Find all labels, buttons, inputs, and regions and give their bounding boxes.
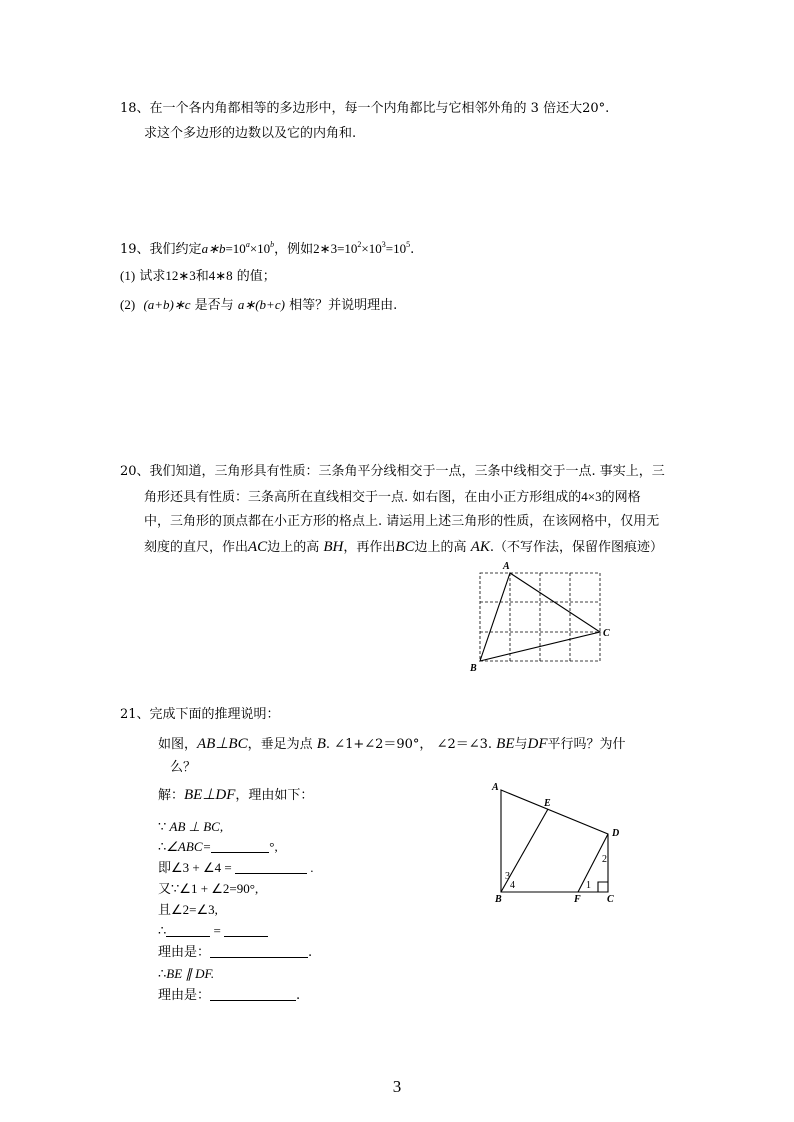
q21-blank-rhs[interactable] (224, 924, 268, 937)
q19-part1-label: (1) (120, 268, 136, 283)
q21-angle-2: 2 (602, 854, 607, 865)
q20-line4-c: ，再作出 (343, 540, 396, 555)
q21-blank-lhs[interactable] (166, 924, 210, 937)
q21-s4-a: 又 (158, 882, 172, 897)
q19-def-exp-a: a (245, 240, 250, 249)
q18-line2: 求这个多边形的边数以及它的内角和. (144, 126, 357, 141)
q19-part1-text2: 的值； (236, 269, 276, 284)
q20-line2-b: 的网格 (601, 490, 641, 505)
q18-number: 18、 (120, 101, 150, 116)
q20-grid-figure (460, 558, 630, 678)
q21-label-e: E (544, 798, 551, 809)
q19-part1 (120, 267, 276, 286)
q21-right-angle-mark (598, 882, 608, 892)
q19-number: 19、 (120, 242, 150, 257)
q20-grid-border (480, 573, 600, 661)
q19-definition (120, 240, 414, 259)
q19-def-eq: =10 (225, 241, 246, 256)
q21-stmt-be: BE (496, 736, 515, 752)
q21-solution-intro (158, 786, 313, 805)
q18-text-1: 在一个各内角都相等的多边形中，每一个内角都比与它相邻外角的 3 倍还大20°. (149, 101, 610, 116)
q21-s4-sym: ∵ (171, 881, 180, 896)
q21-blank-reason2[interactable] (210, 988, 296, 1001)
q20-line4 (144, 538, 663, 557)
q21-s2-end: °, (269, 839, 278, 854)
q20-line1 (120, 463, 665, 481)
q21-blank-sum[interactable] (235, 861, 307, 874)
q21-quadrilateral (501, 790, 608, 892)
q21-step3 (158, 859, 314, 878)
q19-example-prefix: ，例如 (274, 242, 314, 257)
q20-grid-lines (480, 573, 600, 661)
q19-def-exp-b: b (270, 240, 275, 249)
q21-s9-end: . (296, 988, 301, 1003)
q21-blank-reason1[interactable] (210, 945, 308, 958)
q21-title (120, 706, 280, 724)
q20-line4-e: .（不写作法，保留作图痕迹） (489, 540, 663, 555)
q21-s8: BE ∥ DF. (166, 966, 215, 981)
q19-intro: 我们约定 (149, 242, 202, 257)
q21-step8 (158, 965, 214, 983)
q21-figure (486, 778, 626, 906)
q21-s9: 理由是： (158, 988, 211, 1003)
q21-blank-abc[interactable] (211, 840, 269, 853)
q21-step2 (158, 838, 278, 856)
q21-label-b: B (495, 894, 502, 905)
q21-stmt-b: ，垂足为点 (247, 737, 313, 752)
q19-example-times: ×10 (361, 241, 382, 256)
q21-stmt-ab: AB⊥BC (197, 736, 248, 752)
q19-part1-expr1: 12∗3 (165, 268, 196, 283)
q19-example-exp2: 2 (357, 240, 362, 249)
q21-angle-4: 4 (510, 880, 515, 891)
q21-s6-sym: ∴ (158, 923, 167, 938)
q20-line4-bh: BH (323, 539, 344, 555)
q19-part2-label: (2) (120, 297, 136, 312)
q21-s3-end: . (310, 860, 314, 875)
q21-stmt-df: DF (527, 736, 548, 752)
q21-s2-sym: ∴ (158, 839, 167, 854)
q21-statement-line2: 么？ (170, 760, 197, 775)
q21-s1: AB ⊥ BC, (169, 819, 224, 834)
q21-stmt-d: 与 (514, 737, 528, 752)
q19-part2-text2: 相等？并说明理由. (289, 298, 398, 313)
q19-part2-expr1: (a+b)∗c (143, 297, 191, 312)
q20-line4-ac: AC (248, 539, 268, 555)
q21-label-c: C (607, 894, 614, 905)
q19-part1-expr2: 4∗8 (208, 268, 233, 283)
q21-statement (158, 735, 626, 754)
q21-stmt-c: . ∠1+∠2＝90°， ∠2＝∠3. (325, 737, 493, 752)
q21-title-text: 完成下面的推理说明： (149, 707, 280, 722)
q19-part1-and: 和 (195, 269, 209, 284)
q21-figure-lines (501, 790, 608, 892)
q21-stmt-pt: B (316, 736, 326, 752)
q19-part2-expr2: a∗(b+c) (237, 297, 285, 312)
q20-label-b: B (470, 663, 477, 674)
q20-label-a: A (503, 561, 510, 572)
q21-step1 (158, 818, 223, 836)
q21-s5: ∠2=∠3, (171, 902, 218, 917)
q20-line4-d: 边上的高 (414, 540, 467, 555)
q19-def-lhs: a∗b (201, 241, 226, 256)
q20-line2-a: 角形还具有性质：三条高所在直线相交于一点. 如右图，在由小正方形组成的 (144, 490, 582, 505)
q21-step9 (158, 987, 300, 1005)
q20-label-c: C (603, 628, 610, 639)
q21-s1-sym: ∵ (158, 819, 167, 834)
q20-line4-bc: BC (395, 539, 415, 555)
q21-s3: ∠3 + ∠4 = (171, 860, 232, 875)
q20-triangle (480, 573, 600, 661)
q21-step7 (158, 944, 312, 962)
q21-s5-a: 且 (158, 903, 172, 918)
q21-step6 (158, 922, 268, 940)
q21-s3-a: 即 (158, 861, 172, 876)
q21-s7: 理由是： (158, 945, 211, 960)
q19-example-end: . (410, 242, 415, 257)
q20-line2 (144, 488, 641, 507)
q21-stmt-e: 平行吗？为什 (547, 737, 626, 752)
q21-number: 21、 (120, 707, 150, 722)
q19-part2-text1: 是否与 (194, 298, 234, 313)
q21-label-d: D (612, 828, 620, 839)
q20-grid-size: 4×3 (581, 489, 602, 504)
q21-angle-1: 1 (586, 880, 591, 891)
q20-line1-text: 我们知道，三角形具有性质：三条角平分线相交于一点，三条中线相交于一点. 事实上，三 (149, 464, 665, 479)
q21-s2: ∠ABC= (166, 839, 212, 854)
q19-def-times: ×10 (249, 241, 271, 256)
q19-example-eq1: =10 (337, 241, 358, 256)
q20-line3: 中，三角形的顶点都在小正方形的格点上. 请运用上述三角形的性质，在该网格中，仅用无 (144, 514, 660, 529)
q20-number: 20、 (120, 464, 150, 479)
q21-s8-sym: ∴ (158, 966, 167, 981)
q19-example-lhs: 2∗3 (313, 241, 338, 256)
q21-step5 (158, 901, 218, 920)
q21-sol-b: ，理由如下： (235, 788, 314, 803)
q20-line4-a: 刻度的直尺，作出 (144, 540, 249, 555)
q20-line4-b: 边上的高 (267, 540, 320, 555)
q21-s4: ∠1 + ∠2=90°, (179, 881, 259, 896)
q20-line4-ak: AK (470, 539, 490, 555)
q19-part1-text1: 试求 (139, 269, 166, 284)
q19-example-exp3: 3 (381, 240, 386, 249)
q19-example-exp5: 5 (406, 240, 411, 249)
q21-sol-a: 解： (158, 788, 185, 803)
q21-angle-3: 3 (505, 871, 510, 882)
q21-label-f: F (574, 894, 581, 905)
q21-s6-eq: = (213, 923, 221, 938)
q19-example-eq2: =10 (385, 241, 407, 256)
q21-sol-rel: BE⊥DF (184, 787, 236, 803)
q21-label-a: A (492, 782, 499, 793)
q19-part2 (120, 296, 397, 315)
q21-s7-end: . (308, 945, 313, 960)
q21-step4 (158, 880, 258, 899)
q18-line1 (120, 100, 609, 118)
q21-stmt-a: 如图， (158, 737, 198, 752)
page-number: 3 (392, 1077, 402, 1096)
